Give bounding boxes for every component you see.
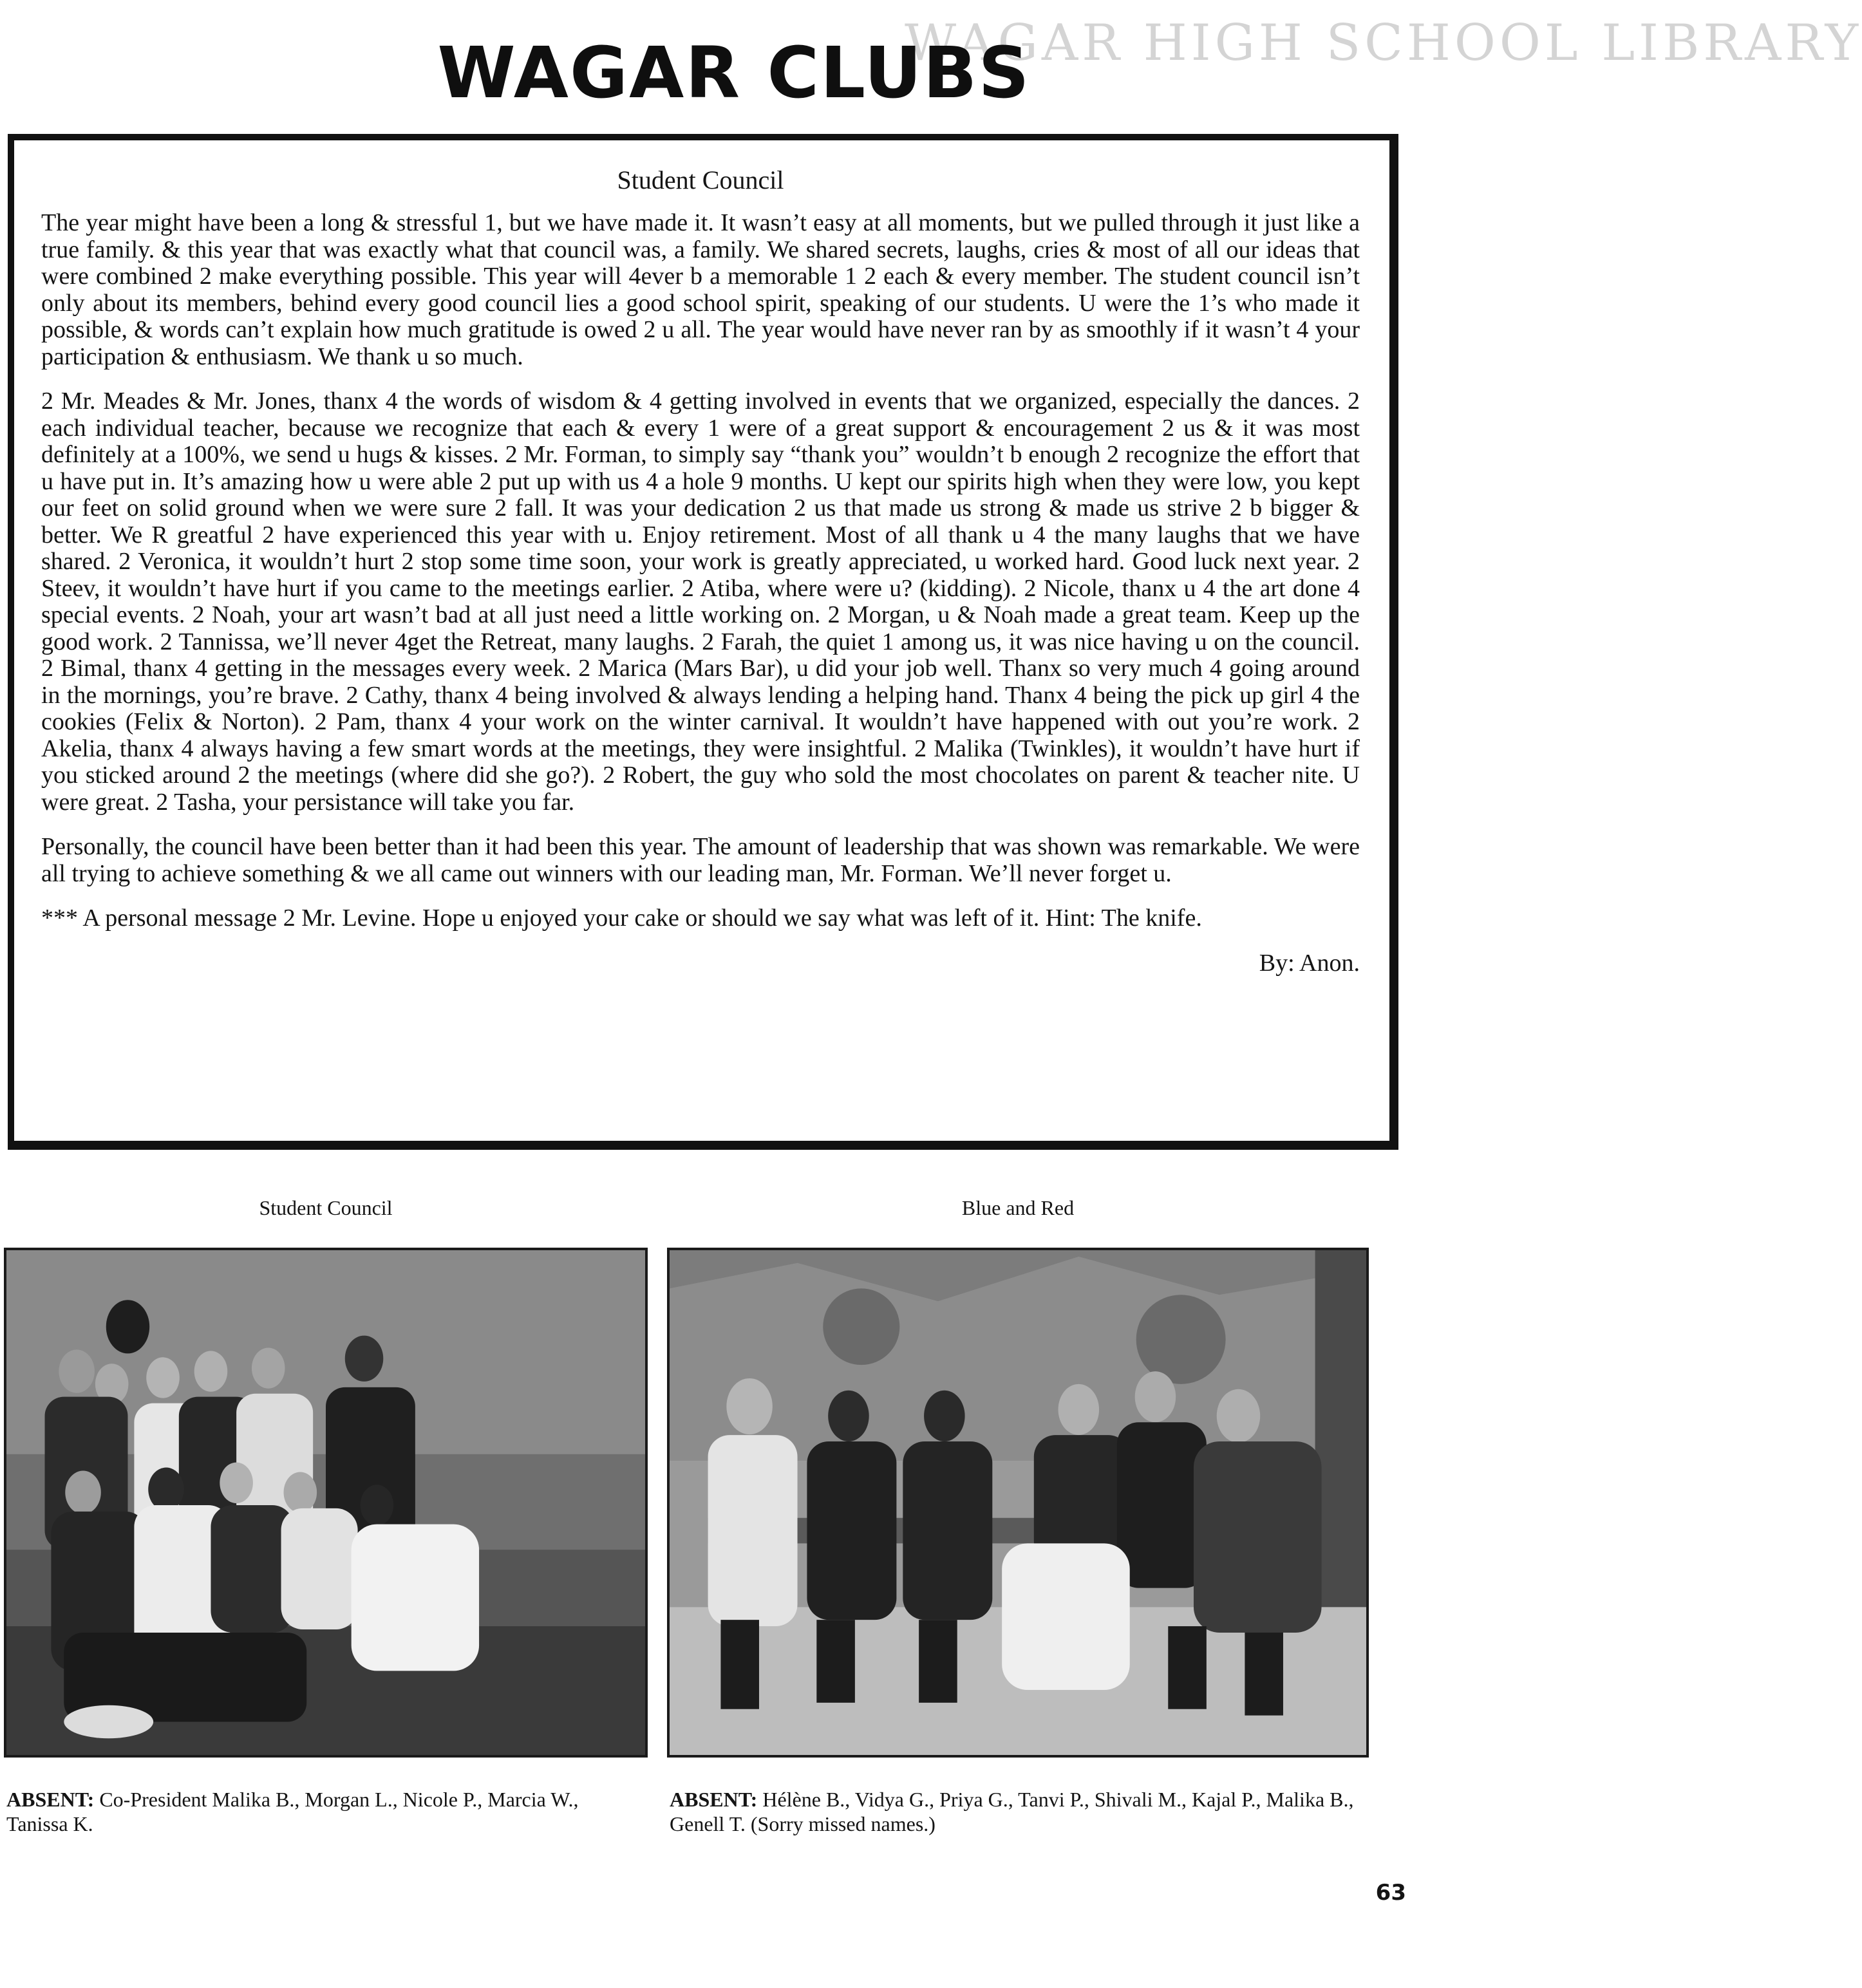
article-paragraph-1: The year might have been a long & stressful 1, but we have made it. It wasn’t easy at all moments, but we pulled through it just like a true family. & this year that was exactly what that council was, a family. We shared secrets, laughs, cries & most of all our ideas that were combined 2 make everything possible. This year will 4ever b a memorable 1 2 each & every member. The student council isn’t only about its members, behind every good council lies a good school spirit, speaking of our students. U were the 1’s who made it possible, & words can’t explain how much gratitude is owed 2 u all. The year would have never ran by as smoothly if it wasn’t 4 your participation & enthusiasm. We thank u so much. — [41, 209, 1360, 370]
absent-label: ABSENT: — [6, 1788, 95, 1811]
blue-and-red-absent-note — [670, 1787, 1371, 1836]
page-title: WAGAR CLUBS — [437, 32, 1031, 114]
absent-label: ABSENT: — [670, 1788, 758, 1811]
blue-and-red-photo-image — [670, 1250, 1366, 1755]
student-council-absent-note — [6, 1787, 644, 1836]
student-council-article — [8, 134, 1398, 1150]
absent-names: Co-President Malika B., Morgan L., Nicole P., Marcia W., Tanissa K. — [6, 1788, 579, 1835]
student-council-photo-image — [6, 1250, 645, 1755]
student-council-photo — [4, 1248, 648, 1758]
article-paragraph-2: 2 Mr. Meades & Mr. Jones, thanx 4 the words of wisdom & 4 getting involved in events that we organized, especially the dances. 2 each individual teacher, because we recognize that each & every 1 were of a great support & encouragement 2 us & it was most definitely at a 100%, we send u hugs & kisses. 2 Mr. Forman, to simply say “thank you” wouldn’t b enough 2 recognize the effort that u have put in. It’s amazing how u were able 2 put up with us 4 a hole 9 months. U kept our spirits high when they were low, you kept our feet on solid ground when we were sure 2 fall. It was your dedication 2 us that made us strong & made us strive 2 b bigger & better. We R greatful 2 have experienced this year with u. Enjoy retirement. Most of all thank u 4 the many laughs that we have shared. 2 Veronica, it wouldn’t hurt 2 stop some time soon, your work is greatly appreciated, u worked hard. Good luck next year. 2 Steev, it wouldn’t have hurt if you came to the meetings earlier. 2 Atiba, where were u? (kidding). 2 Nicole, thanx u 4 the art done 4 special events. 2 Noah, your art wasn’t bad at all just need a little working on. 2 Morgan, u & Noah made a great team. Keep up the good work. 2 Tannissa, we’ll never 4get the Retreat, many laughs. 2 Farah, the quiet 1 among us, it was nice having u on the council. 2 Bimal, thanx 4 getting in the messages every week. 2 Marica (Mars Bar), u did your job well. Thanx so very much 4 going around in the mornings, you’re brave. 2 Cathy, thanx 4 being involved & always lending a helping hand. Thanx 4 being the pick up girl 4 the cookies (Felix & Norton). 2 Pam, thanx 4 your work on the winter carnival. It wouldn’t have happened with out you’re work. 2 Akelia, thanx 4 always having a few smart words at the meetings, they were insightful. 2 Malika (Twinkles), it wouldn’t have hurt if you sticked around 2 the meetings (where did she go?). 2 Robert, the guy who sold the most chocolates on parent & teacher nite. U were great. 2 Tasha, your persistance will take you far. — [41, 388, 1360, 816]
article-signature: By: Anon. — [1259, 949, 1360, 977]
article-paragraph-3: Personally, the council have been better than it had been this year. The amount of leadership that was shown was remarkable. We were all trying to achieve something & we all came out winners with our leading man, Mr. Forman. We’ll never forget u. — [41, 833, 1360, 887]
photo-title-blue-and-red: Blue and Red — [961, 1196, 1075, 1219]
page-number: 63 — [1375, 1880, 1406, 1906]
photo-title-student-council: Student Council — [259, 1196, 393, 1219]
blue-and-red-photo — [667, 1248, 1369, 1758]
absent-names: Hélène B., Vidya G., Priya G., Tanvi P., Shivali M., Kajal P., Malika B., Genell T. (Sorry missed names.) — [670, 1788, 1354, 1835]
article-paragraph-4: *** A personal message 2 Mr. Levine. Hope u enjoyed your cake or should we say what was left of it. Hint: The knife. — [41, 905, 1202, 932]
library-stamp-watermark: WAGAR HIGH SCHOOL LIBRARY — [905, 14, 1862, 72]
article-heading: Student Council — [617, 165, 784, 194]
